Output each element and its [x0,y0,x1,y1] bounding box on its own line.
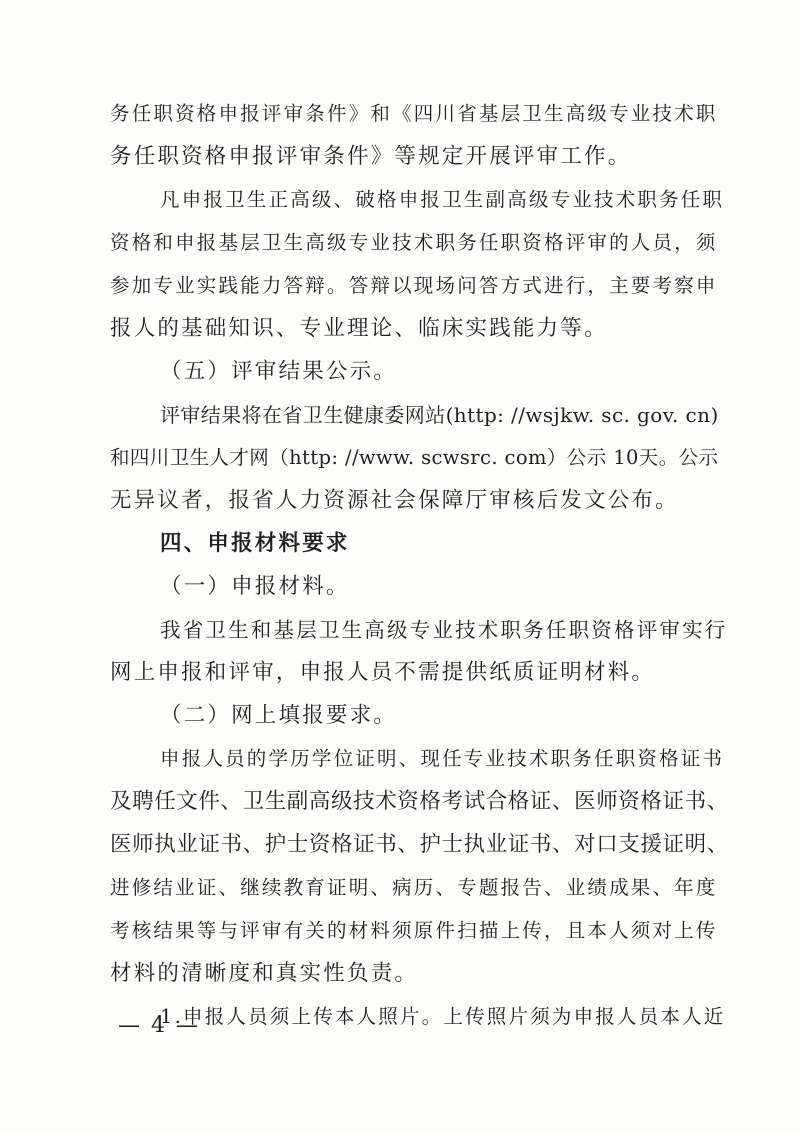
body-text-line: 及聘任文件、卫生副高级技术资格考试合格证、医师资格证书、 [110,789,729,814]
paragraph-first-line-numbered: 1.申报人员须上传本人照片。上传照片须为申报人员本人近 [160,1005,726,1028]
body-text-line: 务任职资格申报评审条件》和《四川省基层卫生高级专业技术职 [110,102,718,125]
paragraph-first-line: 凡申报卫生正高级、破格申报卫生副高级专业技术职务任职 [160,188,725,211]
paragraph-first-line: 评审结果将在省卫生健康委网站(http: //wsjkw. sc. gov. cn) [160,403,719,427]
body-text-line: 材料的清晰度和真实性负责。 [110,961,419,986]
body-text-line: 考核结果等与评审有关的材料须原件扫描上传，且本人须对上传 [110,919,718,942]
subsection-heading: （二）网上填报要求。 [160,703,398,728]
body-text-line: 无异议者，报省人力资源社会保障厅审核后发文公布。 [110,488,679,513]
body-text-line: 网上申报和评审，申报人员不需提供纸质证明材料。 [110,660,656,685]
body-text-line: 进修结业证、继续教育证明、病历、专题报告、业绩成果、年度 [110,876,718,899]
body-text-line: 报人的基础知识、专业理论、临床实践能力等。 [110,316,608,341]
section-heading: 四、申报材料要求 [160,531,350,556]
placeholder [160,955,730,995]
subsection-heading: （五）评审结果公示。 [160,359,398,384]
body-text-line: 和四川卫生人才网（http: //www. scwsrc. com）公示 10天。公示 [110,446,719,469]
paragraph-first-line: 我省卫生和基层卫生高级专业技术职务任职资格评审实行 [160,618,728,642]
body-text-line: 务任职资格申报评审条件》等规定开展评审工作。 [110,144,632,169]
body-text-line: 医师执业证书、护士资格证书、护士执业证书、对口支援证明、 [110,832,729,857]
paragraph-first-line: 申报人员的学历学位证明、现任专业技术职务任职资格证书 [160,747,725,770]
page-number: — 4 — [118,1013,200,1038]
subsection-heading: （一）申报材料。 [160,574,350,599]
body-text-line: 参加专业实践能力答辩。答辩以现场问答方式进行，主要考察申 [110,274,718,297]
body-text-line: 资格和申报基层卫生高级专业技术职务任职资格评审的人员，须 [110,231,718,254]
